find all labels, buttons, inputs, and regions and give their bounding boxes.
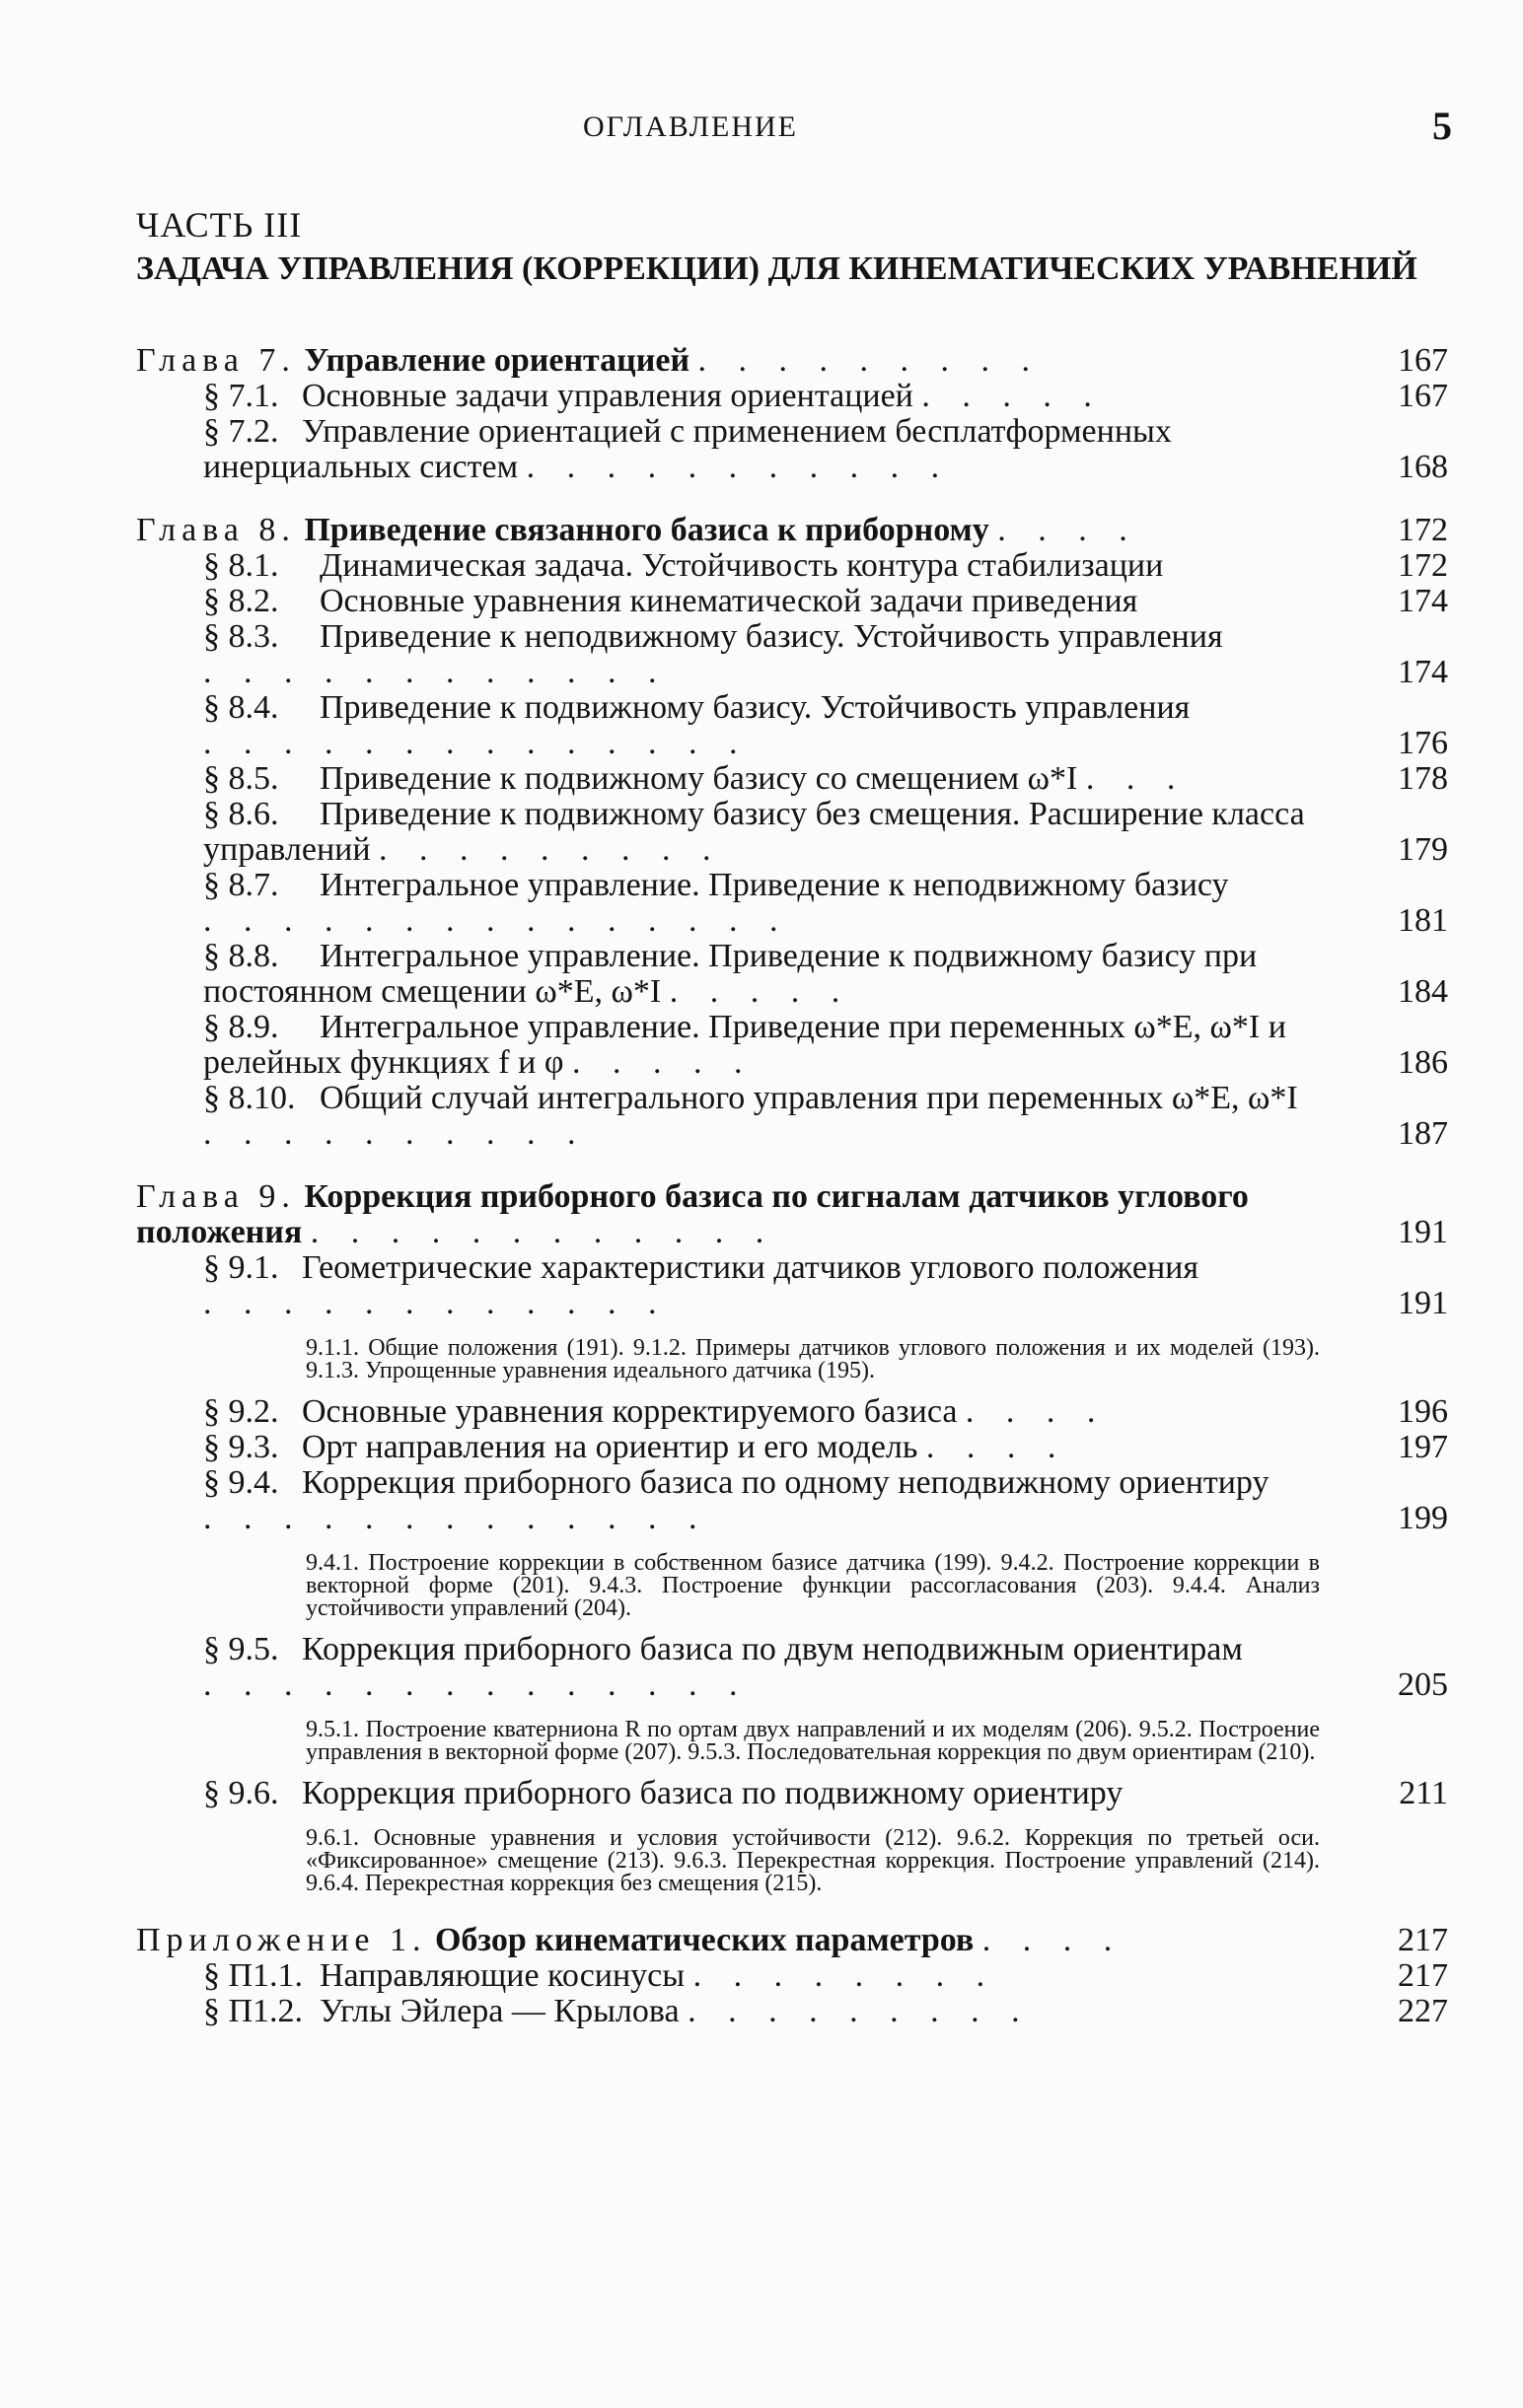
toc-section-8-1[interactable] bbox=[136, 548, 1448, 584]
page-ref: 174 bbox=[1398, 654, 1448, 690]
section-number: § 8.1. bbox=[203, 547, 279, 584]
section-number: § 7.2. bbox=[203, 413, 279, 450]
page-ref: 184 bbox=[1398, 973, 1448, 1010]
toc-section-9-4[interactable]: § 9.4. Коррекция приборного базиса по одному неподвижному ориентиру . . . . . . . . . . . . . 199 bbox=[203, 1464, 1448, 1536]
section-number: § 8.8. bbox=[203, 938, 279, 974]
section-number: § 9.6. bbox=[203, 1775, 279, 1811]
section-title: Коррекция приборного базиса по подвижному ориентиру bbox=[302, 1775, 1124, 1811]
section-number: § 9.5. bbox=[203, 1631, 279, 1667]
toc-section-p1-2[interactable]: § П1.2. Углы Эйлера — Крылова . . . . . . . . . 227 bbox=[203, 1993, 1448, 2029]
toc-section-8-10[interactable]: § 8.10. Общий случай интегрального управления при переменных ω*E, ω*I . . . . . . . . . . 187 bbox=[203, 1080, 1448, 1152]
section-title: Интегральное управление. Приведение при переменных ω*E, ω*I и релейных функциях f и φ bbox=[203, 1009, 1286, 1081]
section-number: § 9.3. bbox=[203, 1429, 279, 1465]
toc-section-7-1[interactable]: § 7.1. Основные задачи управления ориентацией . . . . . 167 bbox=[203, 378, 1448, 414]
page-ref: 178 bbox=[1398, 760, 1448, 797]
page-ref: 174 bbox=[1398, 583, 1448, 619]
page-ref: 197 bbox=[1398, 1429, 1448, 1465]
page-ref: 176 bbox=[1398, 725, 1448, 761]
section-title: Основные задачи управления ориентацией bbox=[302, 378, 913, 414]
page-ref: 167 bbox=[1398, 342, 1448, 379]
section-title: Приведение к подвижному базису. Устойчивость управления bbox=[320, 689, 1191, 726]
running-title: ОГЛАВЛЕНИЕ bbox=[583, 110, 798, 143]
section-title: Основные уравнения корректируемого базиса bbox=[302, 1393, 958, 1430]
page-ref: 191 bbox=[1398, 1214, 1448, 1250]
page-ref: 191 bbox=[1398, 1285, 1448, 1321]
toc-chapter-7[interactable]: Глава 7. Управление ориентацией . . . . . . . . . 167 bbox=[136, 342, 1448, 379]
toc-section-7-2[interactable]: § 7.2. Управление ориентацией с применением бесплатформенных инерциальных систем . . . . . . . . . . . 168 bbox=[203, 413, 1448, 485]
section-title: Направляющие косинусы bbox=[320, 1957, 686, 1994]
page-ref: 217 bbox=[1398, 1922, 1448, 1958]
section-title: Коррекция приборного базиса по одному неподвижному ориентиру bbox=[302, 1464, 1269, 1501]
toc-chapter-8[interactable]: Глава 8. Приведение связанного базиса к приборному . . . . 172 bbox=[136, 512, 1448, 548]
toc-section-9-5[interactable]: § 9.5. Коррекция приборного базиса по двум неподвижным ориентирам . . . . . . . . . . . . . . 205 bbox=[203, 1631, 1448, 1703]
section-title: Динамическая задача. Устойчивость контура стабилизации bbox=[320, 547, 1164, 584]
page-ref: 168 bbox=[1398, 449, 1448, 485]
section-title: Общий случай интегрального управления при переменных ω*E, ω*I bbox=[320, 1080, 1298, 1116]
section-number: § 8.6. bbox=[203, 796, 279, 832]
page-ref: 196 bbox=[1398, 1393, 1448, 1430]
toc-section-8-3[interactable]: § 8.3. Приведение к неподвижному базису. Устойчивость управления . . . . . . . . . . . . 174 bbox=[203, 618, 1448, 690]
chapter-title: Коррекция приборного базиса по сигналам датчиков углового положения bbox=[136, 1178, 1249, 1250]
page-header bbox=[0, 103, 1523, 152]
toc-section-9-1[interactable]: § 9.1. Геометрические характеристики датчиков углового положения . . . . . . . . . . . . 191 bbox=[203, 1249, 1448, 1321]
page-number: 5 bbox=[1432, 104, 1452, 148]
toc-section-9-6[interactable] bbox=[136, 1776, 1448, 1811]
toc-subsections-9-1: 9.1.1. Общие положения (191). 9.1.2. Примеры датчиков углового положения и их моделей (193). 9.1.3. Упрощенные уравнения идеального датчика (195). bbox=[306, 1335, 1320, 1383]
section-title: Геометрические характеристики датчиков углового положения bbox=[302, 1249, 1198, 1286]
section-title: Интегральное управление. Приведение к неподвижному базису bbox=[320, 867, 1229, 903]
toc-section-8-2[interactable] bbox=[136, 584, 1448, 619]
toc-section-8-8[interactable]: § 8.8. Интегральное управление. Приведение к подвижному базису при постоянном смещении ω*E, ω*I . . . . . 184 bbox=[203, 938, 1448, 1010]
chapter-title: Управление ориентацией bbox=[304, 342, 690, 379]
chapter-label: Глава 7. bbox=[136, 342, 296, 379]
page-ref: 217 bbox=[1398, 1957, 1448, 1994]
section-number: § 9.2. bbox=[203, 1393, 279, 1430]
section-number: § 7.1. bbox=[203, 378, 279, 414]
part-heading bbox=[136, 203, 1424, 288]
page-ref: 199 bbox=[1398, 1500, 1448, 1536]
section-title: Основные уравнения кинематической задачи приведения bbox=[320, 583, 1138, 619]
section-number: § 8.10. bbox=[203, 1080, 296, 1116]
appendix-label: Приложение 1. bbox=[136, 1922, 427, 1958]
toc-section-9-3[interactable]: § 9.3. Орт направления на ориентир и его модель . . . . 197 bbox=[203, 1429, 1448, 1465]
section-title: Приведение к подвижному базису без смещения. Расширение класса управлений bbox=[203, 796, 1305, 868]
toc-section-9-2[interactable]: § 9.2. Основные уравнения корректируемого базиса . . . . 196 bbox=[203, 1393, 1448, 1430]
section-number: § 8.7. bbox=[203, 867, 279, 903]
page-ref: 187 bbox=[1398, 1115, 1448, 1152]
chapter-label: Глава 9. bbox=[136, 1178, 296, 1215]
page-ref: 205 bbox=[1398, 1666, 1448, 1703]
appendix-title: Обзор кинематических параметров bbox=[434, 1922, 975, 1958]
page-ref: 172 bbox=[1398, 547, 1448, 584]
toc-section-8-4[interactable]: § 8.4. Приведение к подвижному базису. Устойчивость управления . . . . . . . . . . . . . . 176 bbox=[203, 689, 1448, 761]
toc-section-8-5[interactable]: § 8.5. Приведение к подвижному базису со смещением ω*I . . . 178 bbox=[203, 760, 1448, 797]
table-of-contents bbox=[136, 343, 1448, 2029]
section-number: § 8.9. bbox=[203, 1009, 279, 1045]
section-number: § 8.2. bbox=[203, 583, 279, 619]
section-number: § П1.1. bbox=[203, 1957, 304, 1994]
section-title: Интегральное управление. Приведение к подвижному базису при постоянном смещении ω*E, ω*I bbox=[203, 938, 1258, 1010]
part-label: ЧАСТЬ III bbox=[136, 205, 303, 245]
section-title: Коррекция приборного базиса по двум неподвижным ориентирам bbox=[302, 1631, 1243, 1667]
section-title: Приведение к подвижному базису со смещением ω*I bbox=[320, 760, 1078, 797]
section-number: § 8.3. bbox=[203, 618, 279, 655]
chapter-label: Глава 8. bbox=[136, 512, 296, 548]
toc-section-8-6[interactable]: § 8.6. Приведение к подвижному базису без смещения. Расширение класса управлений . . . . . . . . . 179 bbox=[203, 796, 1448, 868]
section-number: § 8.4. bbox=[203, 689, 279, 726]
page-ref: 179 bbox=[1398, 831, 1448, 868]
toc-chapter-9[interactable]: Глава 9. Коррекция приборного базиса по сигналам датчиков углового положения . . . . . . . . . . . . 191 bbox=[136, 1178, 1448, 1250]
toc-subsections-9-6: 9.6.1. Основные уравнения и условия устойчивости (212). 9.6.2. Коррекция по третьей оси. «Фиксированное» смещение (213). 9.6.3. Перекрестная коррекция. Построение управлений (214). 9.6.4. Перекрестная коррекция без смещения (215). bbox=[306, 1825, 1320, 1896]
page-ref: 227 bbox=[1398, 1993, 1448, 2029]
toc-subsections-9-5: 9.5.1. Построение кватерниона R по ортам двух направлений и их моделям (206). 9.5.2. Построение управления в векторной форме (207). 9.5.3. Последовательная коррекция по двум ориентирам (210). bbox=[306, 1717, 1320, 1765]
section-number: § П1.2. bbox=[203, 1993, 304, 2029]
section-number: § 9.1. bbox=[203, 1249, 279, 1286]
section-title: Управление ориентацией с применением бесплатформенных инерциальных систем bbox=[203, 413, 1172, 485]
page-ref: 172 bbox=[1398, 512, 1448, 548]
page-ref: 211 bbox=[1399, 1775, 1448, 1811]
chapter-title: Приведение связанного базиса к приборному bbox=[304, 512, 989, 548]
part-title: ЗАДАЧА УПРАВЛЕНИЯ (КОРРЕКЦИИ) ДЛЯ КИНЕМАТИЧЕСКИХ УРАВНЕНИЙ bbox=[136, 250, 1417, 287]
section-title: Углы Эйлера — Крылова bbox=[320, 1993, 680, 2029]
toc-subsections-9-4: 9.4.1. Построение коррекции в собственном базисе датчика (199). 9.4.2. Построение коррекции в векторной форме (201). 9.4.3. Построение функции рассогласования (203). 9.4.4. Анализ устойчивости управлений (204). bbox=[306, 1550, 1320, 1621]
toc-appendix-1[interactable]: Приложение 1. Обзор кинематических параметров . . . . 217 bbox=[136, 1922, 1448, 1958]
section-title: Приведение к неподвижному базису. Устойчивость управления bbox=[320, 618, 1223, 655]
page-ref: 186 bbox=[1398, 1044, 1448, 1081]
section-number: § 8.5. bbox=[203, 760, 279, 797]
page-ref: 181 bbox=[1398, 902, 1448, 939]
toc-section-p1-1[interactable]: § П1.1. Направляющие косинусы . . . . . . . . 217 bbox=[203, 1957, 1448, 1994]
toc-section-8-9[interactable]: § 8.9. Интегральное управление. Приведение при переменных ω*E, ω*I и релейных функциях f и φ . . . . . 186 bbox=[203, 1009, 1448, 1081]
toc-section-8-7[interactable]: § 8.7. Интегральное управление. Приведение к неподвижному базису . . . . . . . . . . . . . . . 181 bbox=[203, 867, 1448, 939]
section-title: Орт направления на ориентир и его модель bbox=[302, 1429, 918, 1465]
section-number: § 9.4. bbox=[203, 1464, 279, 1501]
page-ref: 167 bbox=[1398, 378, 1448, 414]
